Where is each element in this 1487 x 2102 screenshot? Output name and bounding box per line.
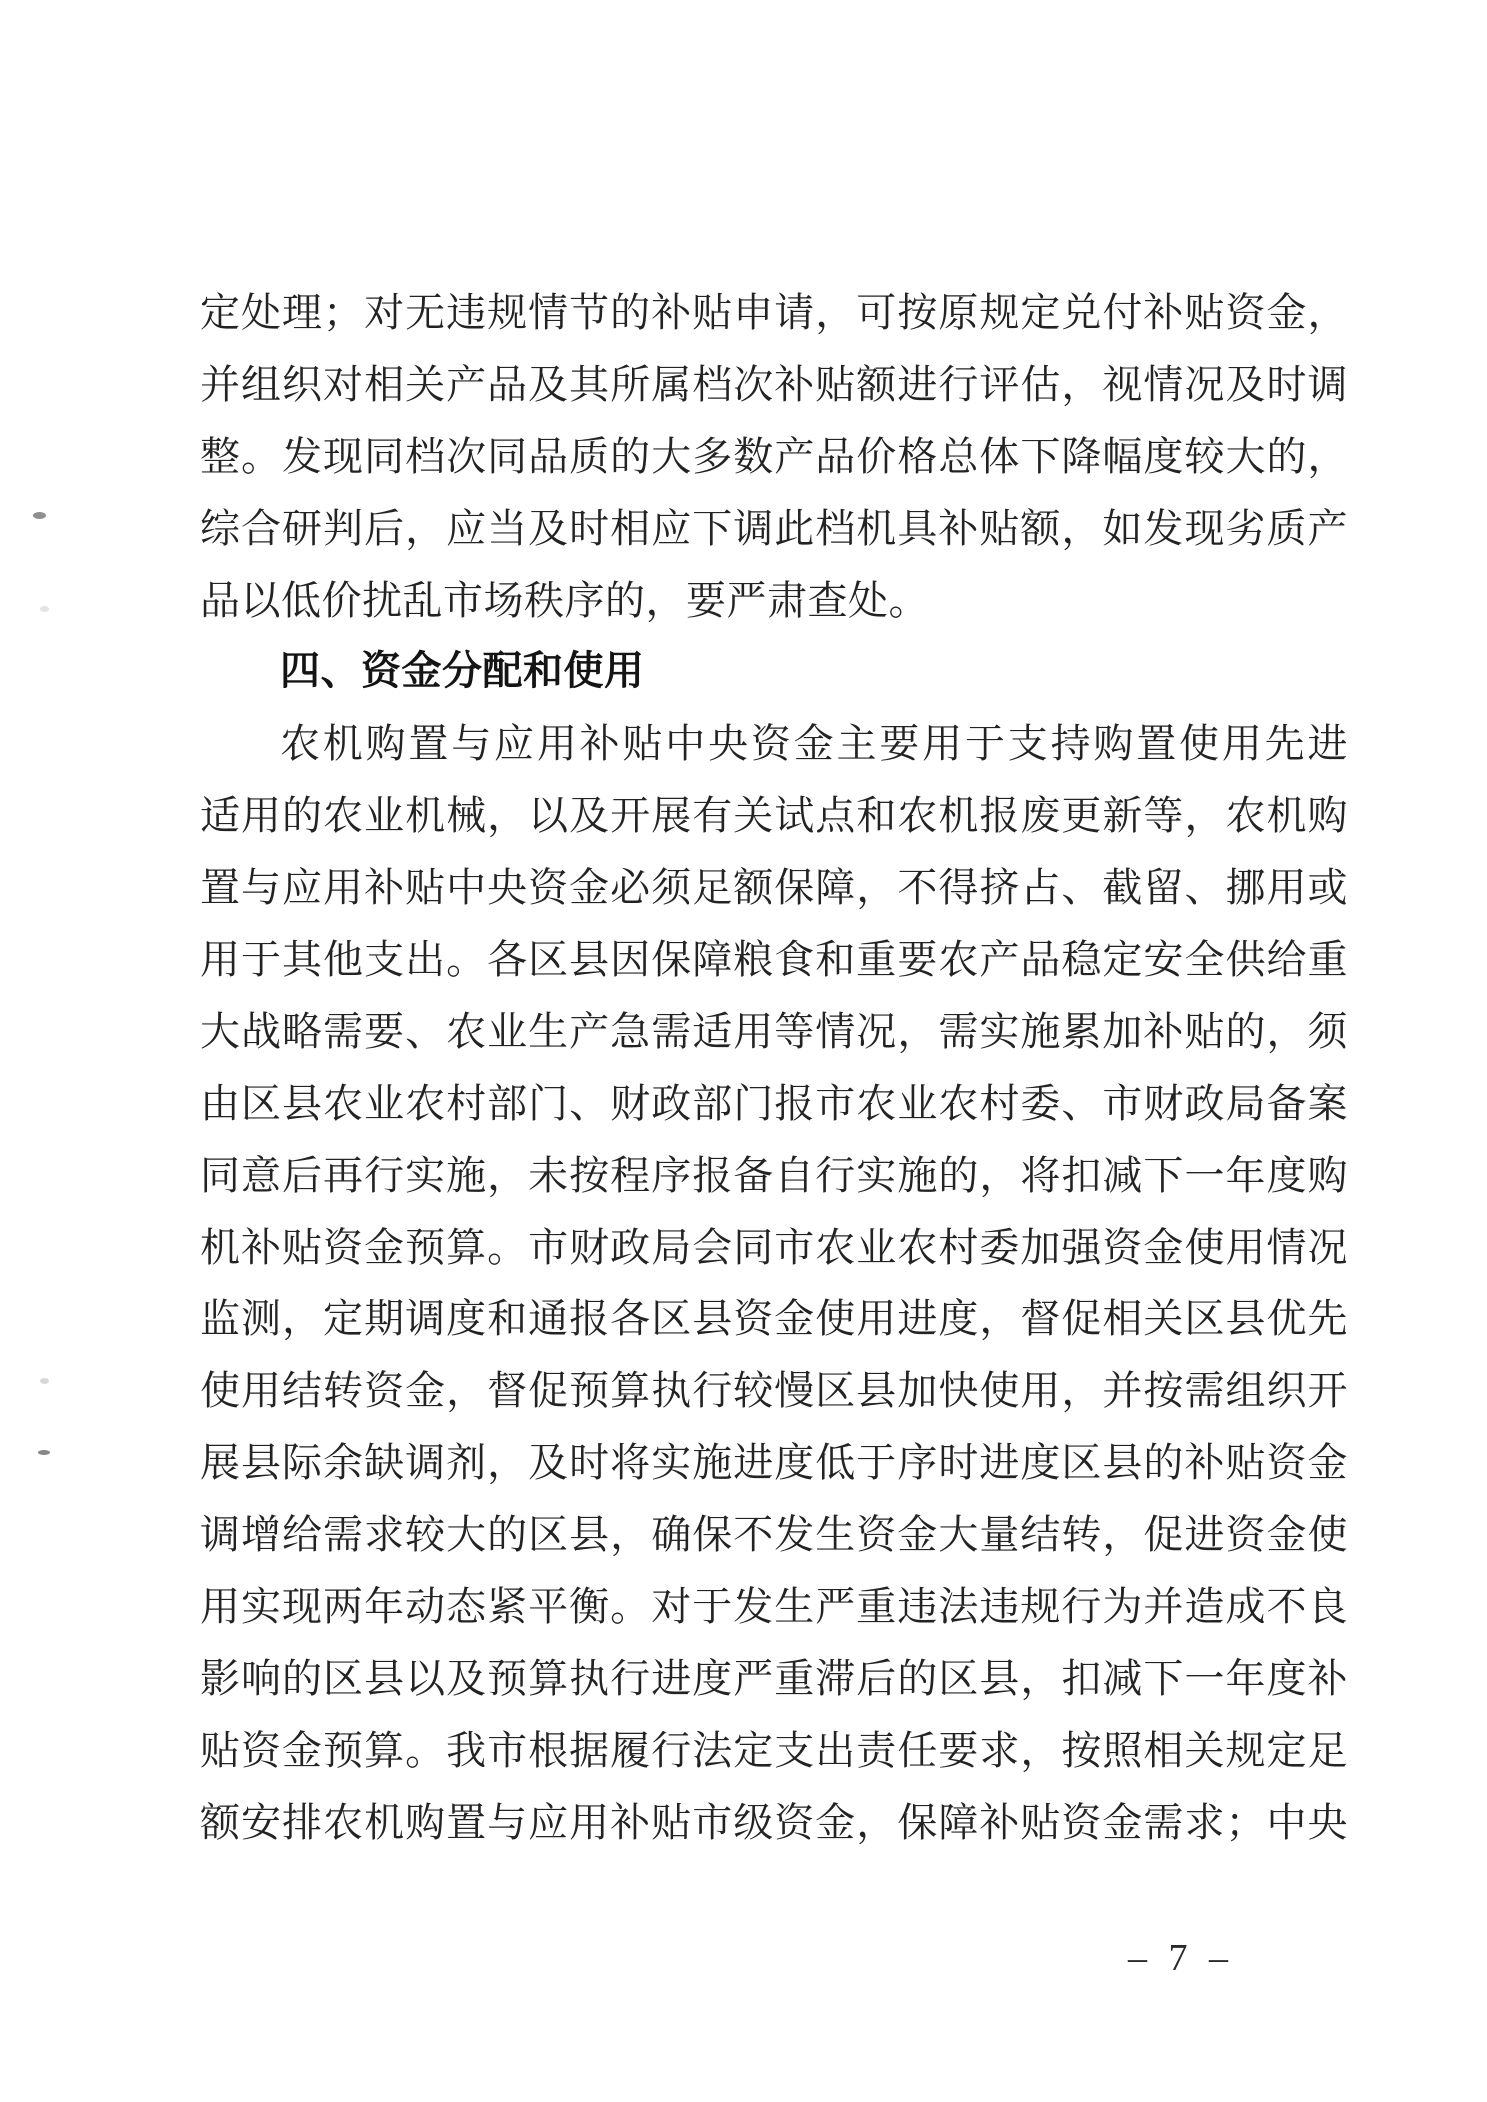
text-line: 由区县农业农村部门、财政部门报市农业农村委、市财政局备案	[200, 1080, 1348, 1126]
text-line: 置与应用补贴中央资金必须足额保障，不得挤占、截留、挪用或	[200, 865, 1348, 911]
text-line: 综合研判后，应当及时相应下调此档机具补贴额，如发现劣质产	[200, 505, 1348, 551]
text-line: 整。发现同档次同品质的大多数产品价格总体下降幅度较大的，	[200, 433, 1348, 479]
text-line: 定处理；对无违规情节的补贴申请，可按原规定兑付补贴资金，	[200, 290, 1348, 335]
text-line: 用于其他支出。各区县因保障粮食和重要农产品稳定安全供给重	[200, 937, 1348, 983]
text-line: 使用结转资金，督促预算执行较慢区县加快使用，并按需组织开	[200, 1368, 1348, 1414]
document-body	[200, 277, 1348, 1859]
text-line: 大战略需要、农业生产急需适用等情况，需实施累加补贴的，须	[200, 1008, 1348, 1054]
scan-artifact	[33, 512, 46, 519]
text-line: 农机购置与应用补贴中央资金主要用于支持购置使用先进	[280, 721, 1348, 767]
text-line: 品以低价扰乱市场秩序的，要严肃查处。	[200, 577, 929, 623]
text-line: 影响的区县以及预算执行进度严重滞后的区县，扣减下一年度补	[200, 1655, 1348, 1701]
text-line: 贴资金预算。我市根据履行法定支出责任要求，按照相关规定足	[200, 1727, 1348, 1773]
text-line: 机补贴资金预算。市财政局会同市农业农村委加强资金使用情况	[200, 1224, 1348, 1270]
page-number: – 7 –	[1128, 1937, 1234, 1979]
scan-artifact	[40, 1378, 49, 1384]
text-line: 监测，定期调度和通报各区县资金使用进度，督促相关区县优先	[200, 1296, 1348, 1342]
text-line: 同意后再行实施，未按程序报备自行实施的，将扣减下一年度购	[200, 1152, 1348, 1198]
text-line: 用实现两年动态紧平衡。对于发生严重违法违规行为并造成不良	[200, 1584, 1348, 1630]
text-line: 并组织对相关产品及其所属档次补贴额进行评估，视情况及时调	[200, 361, 1348, 407]
scan-artifact	[40, 606, 49, 612]
text-line: 额安排农机购置与应用补贴市级资金，保障补贴资金需求；中央	[200, 1799, 1348, 1845]
text-line: 适用的农业机械，以及开展有关试点和农机报废更新等，农机购	[200, 793, 1348, 839]
section-heading: 四、资金分配和使用	[280, 649, 645, 694]
scan-artifact	[38, 1450, 50, 1455]
text-line: 调增给需求较大的区县，确保不发生资金大量结转，促进资金使	[200, 1512, 1348, 1558]
text-line: 展县际余缺调剂，及时将实施进度低于序时进度区县的补贴资金	[200, 1440, 1348, 1486]
